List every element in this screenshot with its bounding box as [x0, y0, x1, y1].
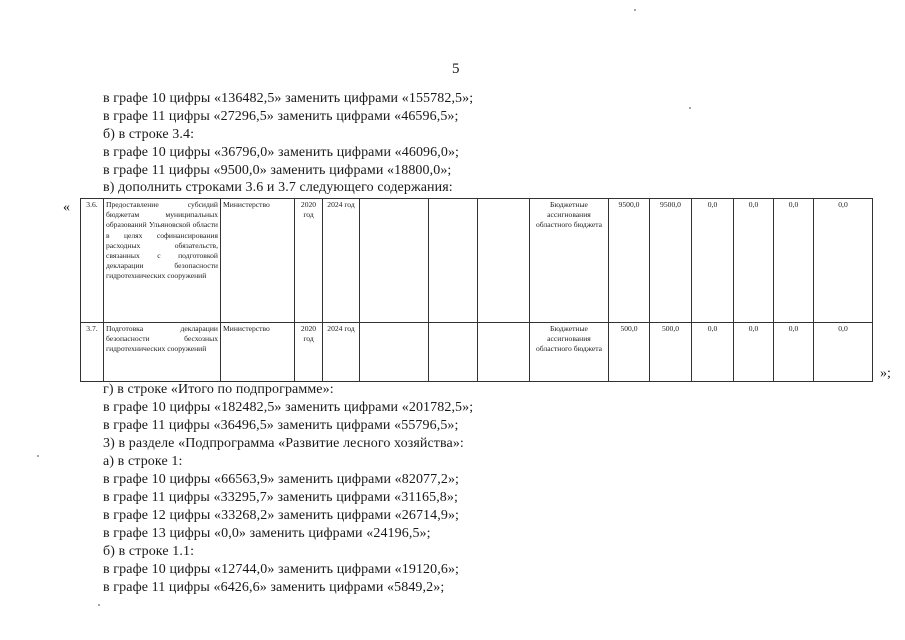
text-line: 3) в разделе «Подпрограмма «Развитие лесного хозяйства»: — [103, 436, 464, 451]
text-line: в графе 12 цифры «33268,2» заменить цифрами «26714,9»; — [103, 508, 460, 523]
cell-num: 3.6. — [81, 199, 104, 323]
text-line: в графе 11 цифры «9500,0» заменить цифрами «18800,0»; — [103, 163, 452, 178]
inserted-rows-table — [80, 198, 873, 382]
cell-value: 9500,0 — [650, 199, 692, 323]
cell-value: 0,0 — [734, 323, 774, 382]
table-row — [81, 199, 873, 323]
cell-value: 0,0 — [734, 199, 774, 323]
text-line: в графе 11 цифры «33295,7» заменить цифрами «31165,8»; — [103, 490, 458, 505]
scan-speck — [689, 107, 691, 109]
cell-start: 2020 год — [295, 199, 323, 323]
cell-source: Бюджетные ассигнования областного бюджета — [530, 323, 609, 382]
text-line: в графе 10 цифры «12744,0» заменить цифрами «19120,6»; — [103, 562, 460, 577]
cell-value: 500,0 — [650, 323, 692, 382]
cell-empty — [478, 323, 530, 382]
close-quote: »; — [880, 366, 891, 381]
cell-empty — [360, 199, 429, 323]
cell-value: 0,0 — [814, 323, 873, 382]
cell-source: Бюджетные ассигнования областного бюджета — [530, 199, 609, 323]
text-line: б) в строке 1.1: — [103, 544, 195, 559]
cell-start: 2020 год — [295, 323, 323, 382]
cell-executor: Министерство — [221, 199, 295, 323]
scan-speck — [98, 604, 100, 606]
cell-empty — [429, 199, 478, 323]
cell-empty — [360, 323, 429, 382]
text-line: а) в строке 1: — [103, 454, 183, 469]
cell-value: 0,0 — [774, 199, 814, 323]
text-line: в графе 10 цифры «182482,5» заменить цифрами «201782,5»; — [103, 400, 474, 415]
text-line: в графе 10 цифры «136482,5» заменить цифрами «155782,5»; — [103, 91, 474, 106]
cell-value: 0,0 — [814, 199, 873, 323]
cell-end: 2024 год — [323, 199, 360, 323]
scan-speck — [634, 9, 636, 11]
text-line: б) в строке 3.4: — [103, 127, 195, 142]
cell-empty — [429, 323, 478, 382]
text-line: в) дополнить строками 3.6 и 3.7 следующего содержания: — [103, 180, 453, 195]
cell-empty — [478, 199, 530, 323]
cell-value: 0,0 — [692, 323, 734, 382]
cell-name: Предоставление субсидий бюджетам муниципальных образований Ульяновской области в целях софинансирования расходных обязательств, связанных с подготовкой декларации безопасности гидротехнических сооружений — [104, 199, 221, 323]
text-line: г) в строке «Итого по подпрограмме»: — [103, 382, 334, 397]
cell-value: 500,0 — [609, 323, 650, 382]
scan-speck — [37, 455, 39, 457]
cell-end: 2024 год — [323, 323, 360, 382]
cell-name: Подготовка декларации безопасности бесхозных гидротехнических сооружений — [104, 323, 221, 382]
text-line: в графе 13 цифры «0,0» заменить цифрами «24196,5»; — [103, 526, 431, 541]
cell-num: 3.7. — [81, 323, 104, 382]
cell-value: 9500,0 — [609, 199, 650, 323]
cell-value: 0,0 — [774, 323, 814, 382]
cell-value: 0,0 — [692, 199, 734, 323]
open-quote: « — [63, 200, 70, 215]
text-line: в графе 11 цифры «36496,5» заменить цифрами «55796,5»; — [103, 418, 459, 433]
page-number: 5 — [452, 61, 460, 77]
text-line: в графе 11 цифры «27296,5» заменить цифрами «46596,5»; — [103, 109, 459, 124]
table-row — [81, 323, 873, 382]
cell-executor: Министерство — [221, 323, 295, 382]
text-line: в графе 10 цифры «36796,0» заменить цифрами «46096,0»; — [103, 145, 460, 160]
text-line: в графе 10 цифры «66563,9» заменить цифрами «82077,2»; — [103, 472, 460, 487]
text-line: в графе 11 цифры «6426,6» заменить цифрами «5849,2»; — [103, 580, 445, 595]
